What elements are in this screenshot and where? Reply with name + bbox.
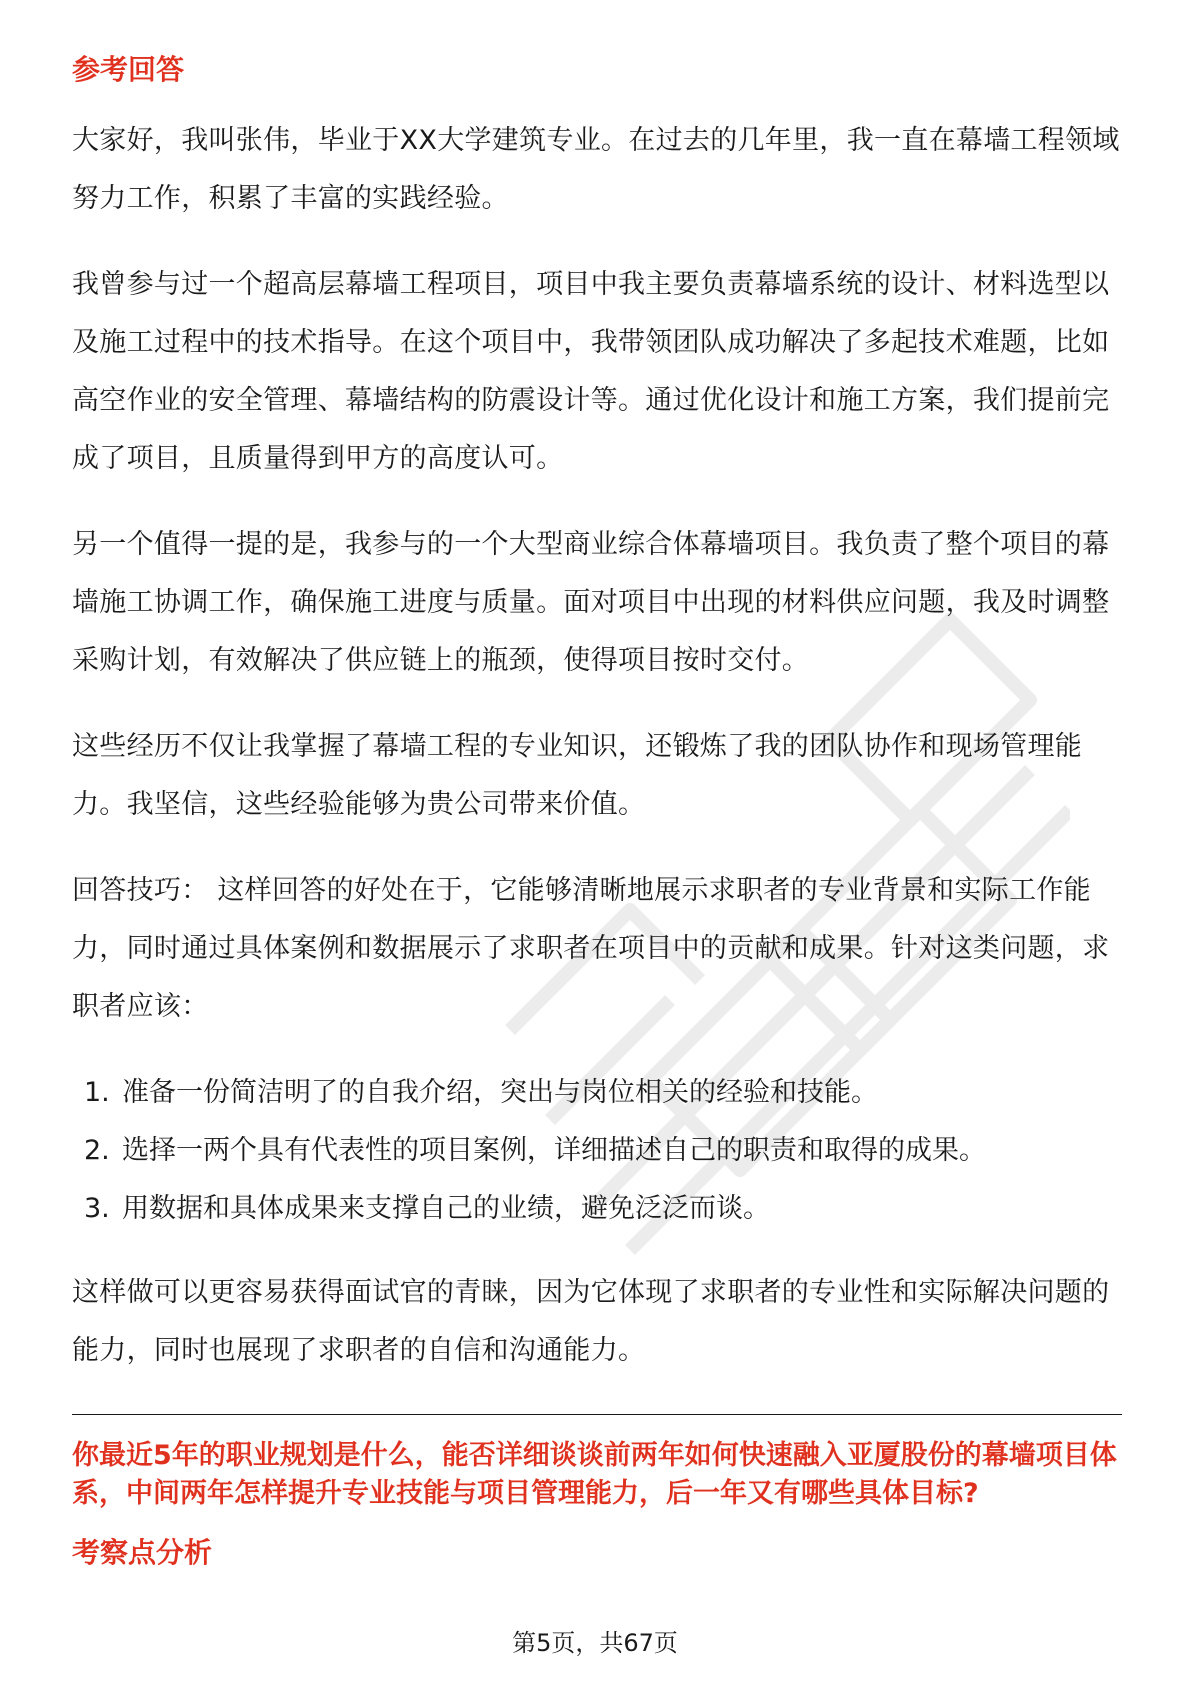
paragraph-summary: 这些经历不仅让我掌握了幕墙工程的专业知识，还锻炼了我的团队协作和现场管理能力。我坚信，这些经验能够为贵公司带来价值。 <box>72 731 1083 820</box>
next-question-heading: 你最近5年的职业规划是什么，能否详细谈谈前两年如何快速融入亚厦股份的幕墙项目体系，中间两年怎样提升专业技能与项目管理能力，后一年又有哪些具体目标? <box>72 1440 1117 1509</box>
list-item <box>72 1180 1122 1238</box>
page-footer: 第5页，共67页 <box>512 1629 678 1657</box>
list-item-number: 1. <box>84 1077 110 1108</box>
list-item-text: 选择一两个具有代表性的项目案例，详细描述自己的职责和取得的成果。 <box>122 1135 986 1166</box>
list-item-text: 用数据和具体成果来支撑自己的业绩，避免泛泛而谈。 <box>122 1193 770 1224</box>
list-item <box>72 1064 1122 1122</box>
paragraph-project-1: 我曾参与过一个超高层幕墙工程项目，项目中我主要负责幕墙系统的设计、材料选型以及施工过程中的技术指导。在这个项目中，我带领团队成功解决了多起技术难题，比如高空作业的安全管理、幕墙结构的防震设计等。通过优化设计和施工方案，我们提前完成了项目，且质量得到甲方的高度认可。 <box>72 269 1110 474</box>
paragraph-tips-intro: 回答技巧： 这样回答的好处在于，它能够清晰地展示求职者的专业背景和实际工作能力，同时通过具体案例和数据展示了求职者在项目中的贡献和成果。针对这类问题，求职者应该： <box>72 875 1110 1022</box>
analysis-heading: 考察点分析 <box>72 1536 213 1569</box>
list-item-number: 3. <box>84 1193 110 1224</box>
list-item-text: 准备一份简洁明了的自我介绍，突出与岗位相关的经验和技能。 <box>122 1077 878 1108</box>
list-item-number: 2. <box>84 1135 110 1166</box>
list-item <box>72 1122 1122 1180</box>
paragraph-intro: 大家好，我叫张伟，毕业于XX大学建筑专业。在过去的几年里，我一直在幕墙工程领域努力工作，积累了丰富的实践经验。 <box>72 125 1120 214</box>
section-divider <box>72 1414 1122 1415</box>
document-content <box>72 50 1122 1573</box>
tips-list <box>72 1064 1122 1238</box>
answer-heading: 参考回答 <box>72 53 185 86</box>
paragraph-closing: 这样做可以更容易获得面试官的青睐，因为它体现了求职者的专业性和实际解决问题的能力，同时也展现了求职者的自信和沟通能力。 <box>72 1277 1110 1366</box>
paragraph-project-2: 另一个值得一提的是，我参与的一个大型商业综合体幕墙项目。我负责了整个项目的幕墙施工协调工作，确保施工进度与质量。面对项目中出现的材料供应问题，我及时调整采购计划，有效解决了供应链上的瓶颈，使得项目按时交付。 <box>72 529 1110 676</box>
